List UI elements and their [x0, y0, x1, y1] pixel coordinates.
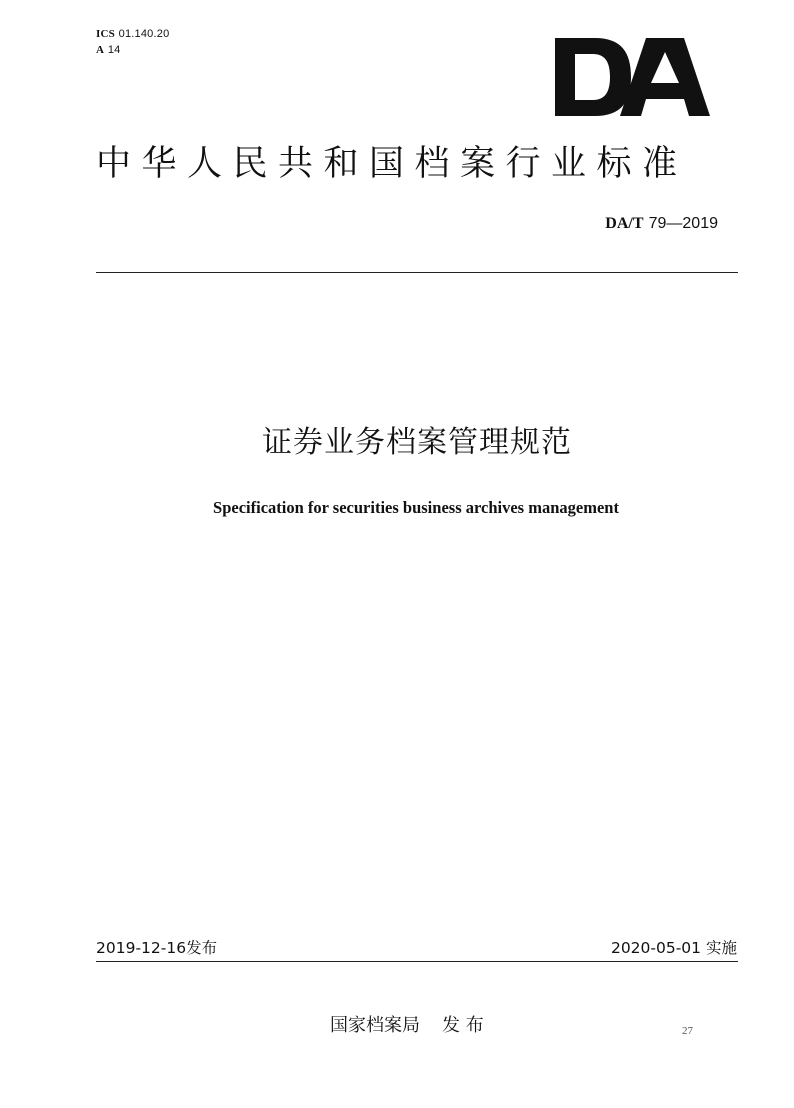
publisher — [330, 1014, 484, 1038]
publisher-name: 国家档案局 — [330, 1015, 420, 1036]
bottom-divider — [96, 961, 738, 962]
da-logo — [555, 38, 710, 116]
effective-date — [611, 938, 737, 958]
issue-date-label: 发布 — [186, 939, 218, 957]
ics-line — [96, 26, 169, 42]
title-chinese: 证券业务档案管理规范 — [262, 425, 572, 460]
class-value: 14 — [107, 44, 121, 56]
page-number: 27 — [682, 1025, 693, 1037]
standard-classification: 中华人民共和国档案行业标准 — [96, 144, 688, 184]
publisher-action: 发 布 — [442, 1015, 484, 1036]
ics-value: 01.140.20 — [118, 28, 170, 40]
title-english: Specification for securities business archives management — [213, 498, 619, 517]
issue-date — [96, 938, 217, 958]
ics-label: ICS — [96, 28, 115, 40]
effective-date-label: 实施 — [705, 939, 737, 957]
class-label: A — [96, 44, 105, 56]
da-logo-graphic — [555, 38, 710, 116]
class-line — [96, 42, 169, 58]
issue-date-value: 2019-12-16 — [96, 939, 187, 957]
ics-block — [96, 26, 169, 58]
standard-code-prefix: DA/T — [605, 215, 644, 232]
effective-date-value: 2020-05-01 — [610, 939, 702, 957]
top-divider — [96, 272, 738, 273]
standard-code — [605, 213, 718, 234]
standard-code-number: 79—2019 — [648, 215, 718, 232]
